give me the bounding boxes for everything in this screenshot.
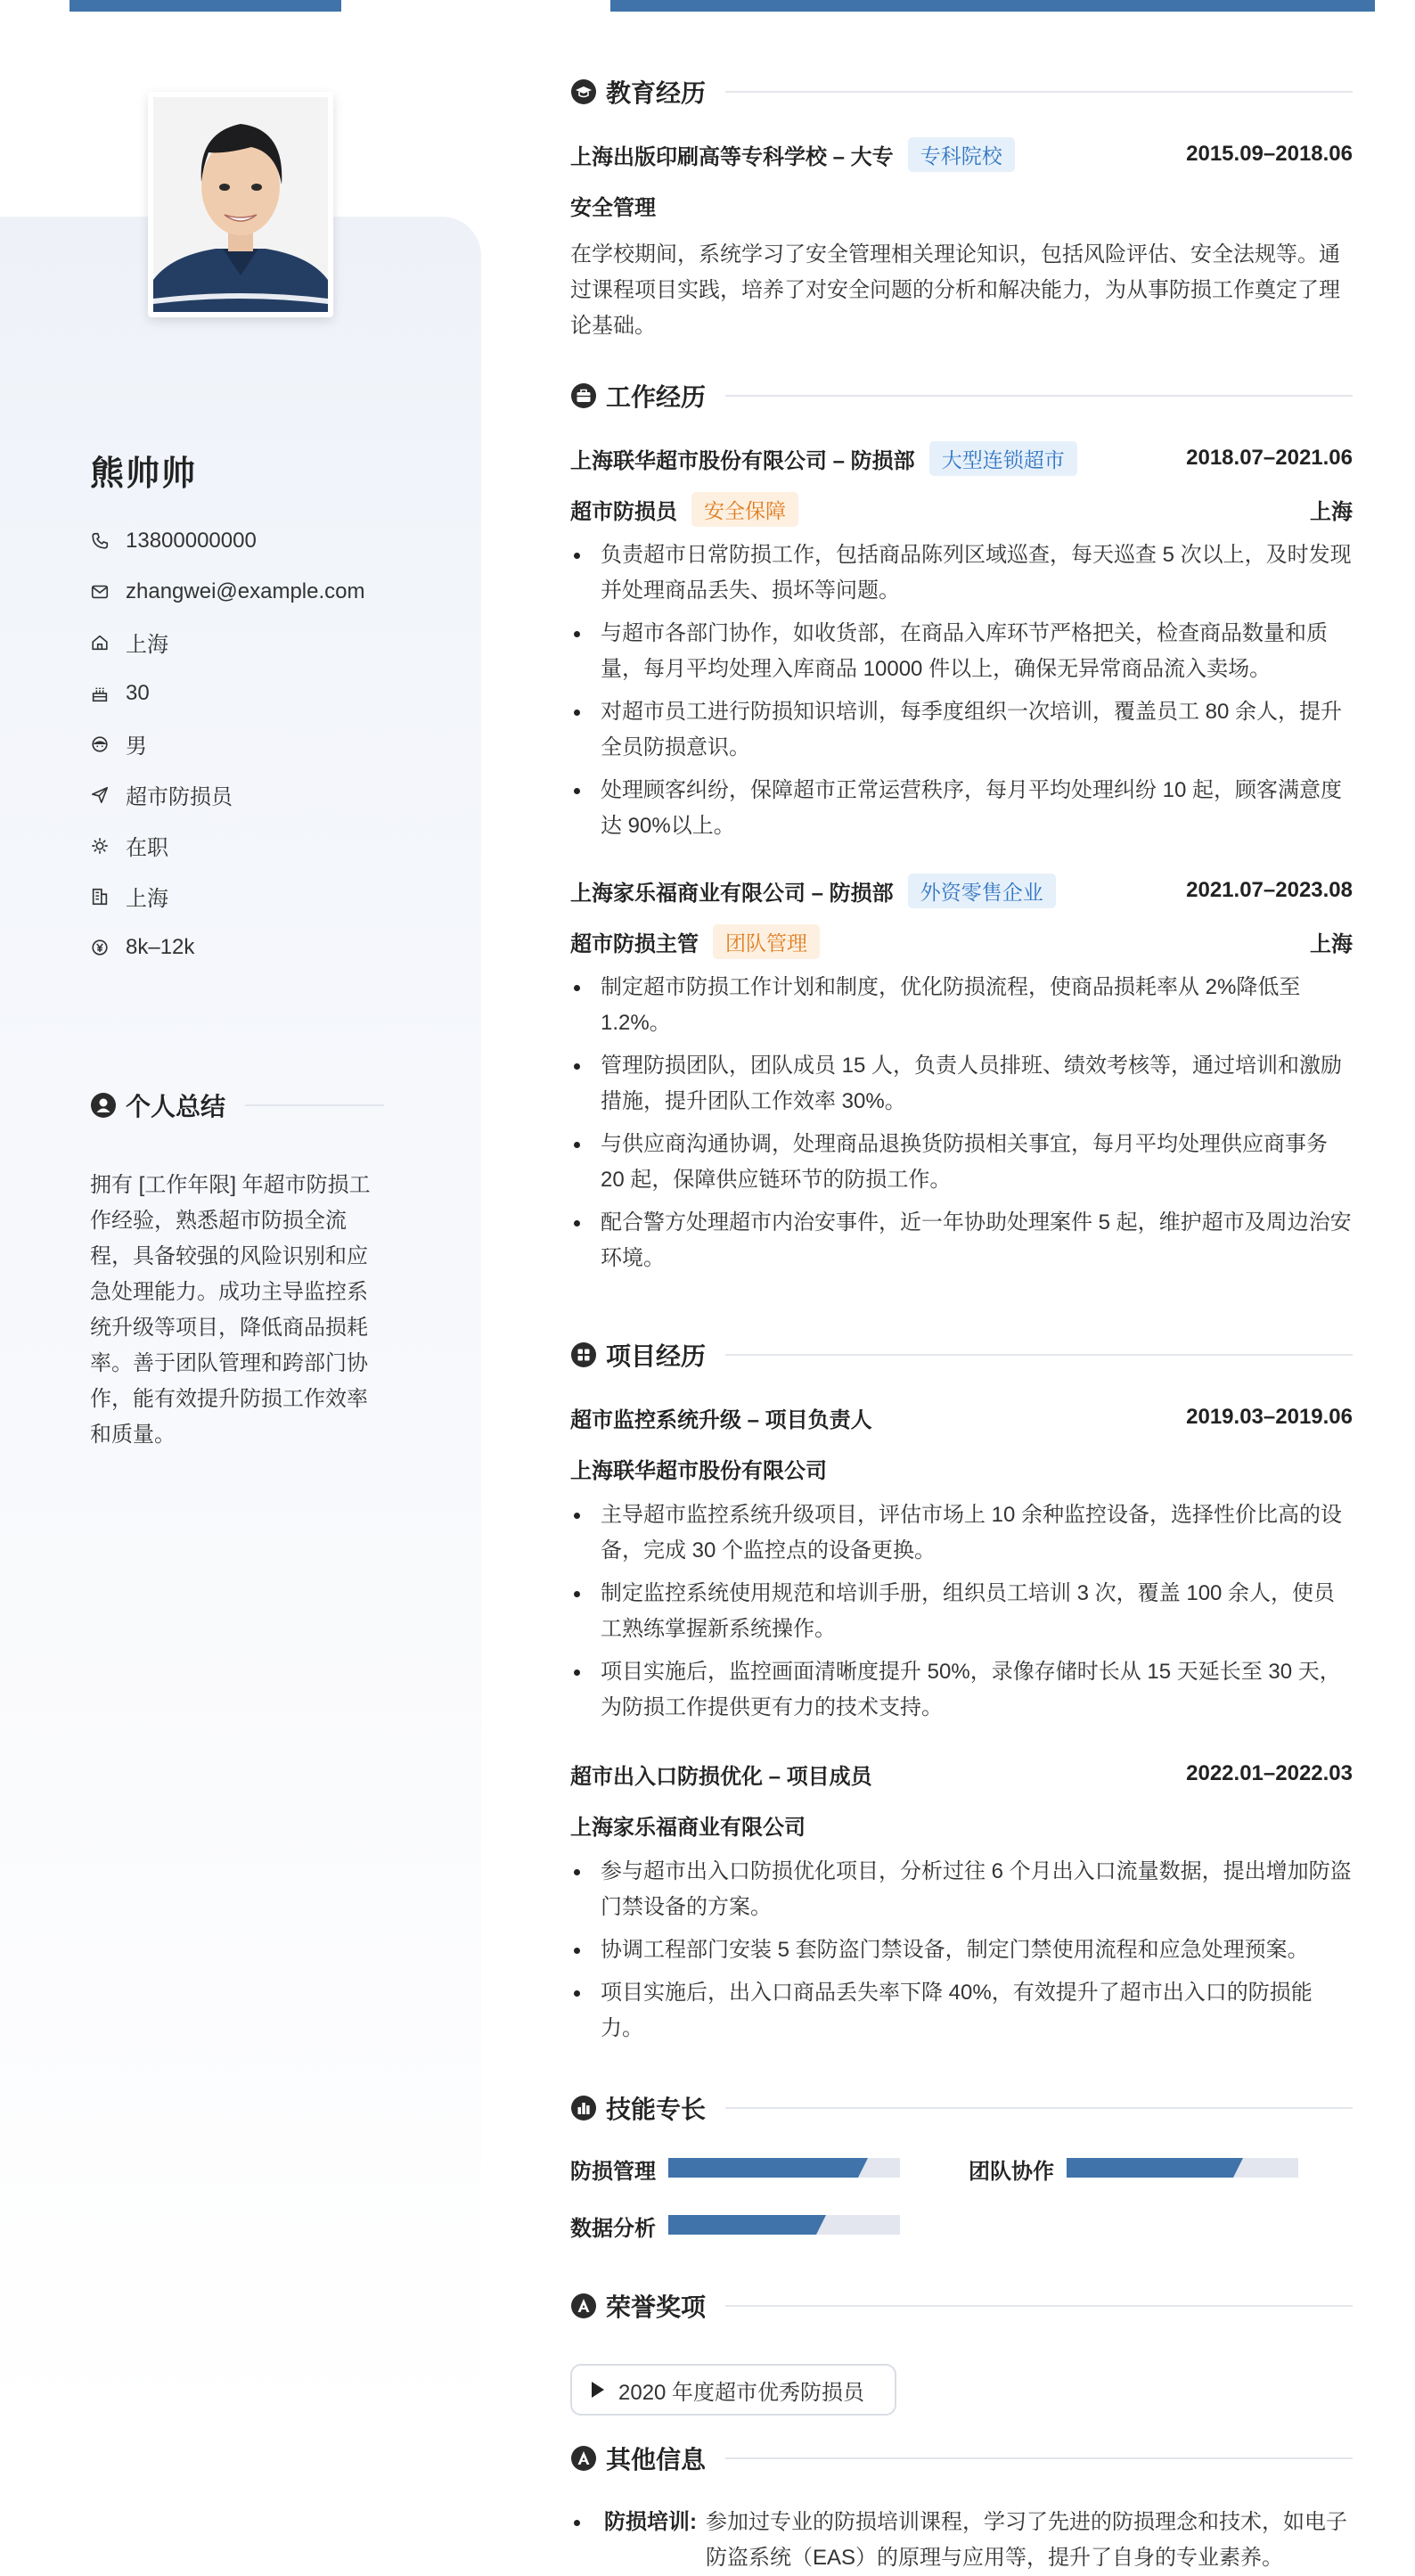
position-text: 超市防损员: [126, 785, 233, 809]
job-1-role-tag: 安全保障: [691, 492, 798, 527]
list-item: 处理顾客纠纷，保障超市正常运营秩序，每月平均处理纠纷 10 起，顾客满意度达 90%以上。: [570, 773, 1353, 844]
contact-location: [90, 617, 365, 668]
top-accent-bar-right: [610, 0, 1375, 12]
project-1-company: 上海联华超市股份有限公司: [570, 1458, 827, 1483]
user-icon: [90, 1092, 117, 1119]
job-2-header: [570, 871, 1353, 910]
education-major-row: [570, 185, 1353, 225]
skill-2-bar: [1067, 2158, 1298, 2178]
skills-title: 技能专长: [606, 2096, 707, 2123]
skill-3-fill: [668, 2215, 816, 2235]
graduation-cap-icon: [570, 78, 597, 105]
contact-phone: [90, 515, 365, 566]
education-section-header: [570, 74, 1353, 110]
list-item: 参与超市出入口防损优化项目，分析过往 6 个月出入口流量数据，提出增加防盗门禁设备的方案。: [570, 1854, 1353, 1925]
status-text: 在职: [126, 836, 168, 860]
list-item: 制定超市防损工作计划和制度，优化防损流程，使商品损耗率从 2%降低至 1.2%。: [570, 970, 1353, 1041]
summary-title: 个人总结: [126, 1093, 226, 1120]
gender-text: 男: [126, 734, 147, 759]
job-1-bullets: [570, 537, 1353, 851]
list-item: 与超市各部门协作，如收货部，在商品入库环节严格把关，检查商品数量和质量，每月平均处理入库商品 10000 件以上，确保无异常商品流入卖场。: [570, 616, 1353, 687]
awards-title: 荣誉奖项: [606, 2293, 707, 2321]
info-icon: [570, 2445, 597, 2472]
status-icon: [90, 836, 110, 856]
mail-icon: [90, 582, 110, 602]
awards-section-header: [570, 2288, 1353, 2324]
skill-3-bar: [668, 2215, 900, 2235]
list-item: 项目实施后，监控画面清晰度提升 50%，录像存储时长从 15 天延长至 30 天，为防损工作提供更有力的技术支持。: [570, 1654, 1353, 1726]
job-2-role-row: [570, 922, 1353, 961]
list-item: 协调工程部门安装 5 套防盗门禁设备，制定门禁使用流程和应急处理预案。: [570, 1932, 1353, 1968]
bar-chart-icon: [570, 2095, 597, 2121]
skills-divider: [725, 2107, 1353, 2109]
project-2-date: 2022.01–2022.03: [1186, 1761, 1353, 1785]
award-text: 2020 年度超市优秀防损员: [618, 2380, 865, 2405]
work-title: 工作经历: [606, 383, 707, 411]
list-item: 制定监控系统使用规范和培训手册，组织员工培训 3 次，覆盖 100 余人，使员工熟练掌握新系统操作。: [570, 1576, 1353, 1647]
home-icon: [90, 633, 110, 652]
job-1-company: 上海联华超市股份有限公司 – 防损部: [570, 448, 915, 473]
job-2-bullets: [570, 970, 1353, 1284]
gender-icon: [90, 734, 110, 754]
contact-age: [90, 668, 365, 718]
job-2-date: 2021.07–2023.08: [1186, 878, 1353, 902]
skill-1-label: 防损管理: [570, 2160, 656, 2184]
work-section-header: [570, 378, 1353, 414]
education-description: 在学校期间，系统学习了安全管理相关理论知识，包括风险评估、安全法规等。通过课程项目实践，培养了对安全问题的分析和解决能力，为从事防损工作奠定了理论基础。: [570, 242, 1340, 338]
target-city-text: 上海: [126, 887, 168, 911]
summary-divider: [245, 1104, 384, 1106]
job-2-city: 上海: [1310, 931, 1353, 956]
contact-status: [90, 820, 365, 871]
other-item-text: 参加过专业的防损培训课程，学习了先进的防损理念和技术，如电子防盗系统（EAS）的原理与应用等，提升了自身的专业素养。: [706, 2510, 1347, 2570]
bullet-dot: [574, 2520, 580, 2526]
project-1-name: 超市监控系统升级 – 项目负责人: [570, 1407, 872, 1432]
education-title: 教育经历: [606, 79, 707, 107]
other-divider: [725, 2457, 1353, 2459]
skill-1-fill: [668, 2158, 858, 2178]
list-item: 管理防损团队，团队成员 15 人，负责人员排班、绩效考核等，通过培训和激励措施，提升团队工作效率 30%。: [570, 1048, 1353, 1120]
yuan-icon: [90, 938, 110, 957]
building-icon: [90, 887, 110, 907]
project-2-name: 超市出入口防损优化 – 项目成员: [570, 1764, 872, 1789]
other-title: 其他信息: [606, 2446, 707, 2473]
skill-2-label: 团队协作: [969, 2160, 1054, 2184]
skill-1-bar: [668, 2158, 900, 2178]
project-1-company-row: [570, 1448, 1353, 1488]
salary-text: 8k–12k: [126, 934, 195, 959]
list-item: 主导超市监控系统升级项目，评估市场上 10 余种监控设备，选择性价比高的设备，完成 30 个监控点的设备更换。: [570, 1497, 1353, 1569]
award-icon: [570, 2293, 597, 2319]
play-icon: [592, 2382, 604, 2398]
education-major: 安全管理: [570, 195, 656, 220]
work-divider: [725, 395, 1353, 397]
contact-target-city: [90, 871, 365, 922]
job-2-company-tag: 外资零售企业: [908, 874, 1056, 908]
project-2-header: [570, 1754, 1353, 1793]
job-1-date: 2018.07–2021.06: [1186, 446, 1353, 470]
other-list: [570, 2505, 1353, 2576]
project-1-date: 2019.03–2019.06: [1186, 1405, 1353, 1429]
contact-salary: [90, 922, 365, 972]
skills-section-header: [570, 2090, 1353, 2126]
list-item: 配合警方处理超市内治安事件，近一年协助处理案件 5 起，维护超市及周边治安环境。: [570, 1205, 1353, 1276]
avatar-photo: [153, 97, 328, 312]
age-text: 30: [126, 680, 150, 705]
project-2-company-row: [570, 1805, 1353, 1844]
job-1-role: 超市防损员: [570, 499, 677, 524]
school-name: 上海出版印刷高等专科学校 – 大专: [570, 144, 894, 169]
send-icon: [90, 785, 110, 805]
education-entry-header: [570, 135, 1353, 174]
projects-section-header: [570, 1337, 1353, 1373]
job-1-header: [570, 439, 1353, 478]
education-date: 2015.09–2018.06: [1186, 142, 1353, 166]
other-item-label: 防损培训:: [604, 2510, 697, 2534]
email-text: zhangwei@example.com: [126, 578, 365, 603]
project-1-bullets: [570, 1497, 1353, 1733]
skill-3-label: 数据分析: [570, 2217, 656, 2241]
job-1-company-tag: 大型连锁超市: [929, 441, 1077, 476]
list-item: 项目实施后，出入口商品丢失率下降 40%，有效提升了超市出入口的防损能力。: [570, 1975, 1353, 2047]
contact-position: [90, 769, 365, 820]
summary-text: 拥有 [工作年限] 年超市防损工作经验，熟悉超市防损全流程，具备较强的风险识别和应急处理能力。成功主导监控系统升级等项目，降低商品损耗率。善于团队管理和跨部门协作，能有效提升防损工作效率和质量。: [90, 1173, 371, 1447]
job-1-city: 上海: [1310, 499, 1353, 524]
phone-text: 13800000000: [126, 528, 257, 553]
phone-icon: [90, 531, 110, 551]
list-item: 对超市员工进行防损知识培训，每季度组织一次培训，覆盖员工 80 余人，提升全员防损意识。: [570, 694, 1353, 766]
school-tag: 专科院校: [908, 137, 1015, 172]
list-item: 与供应商沟通协调，处理商品退换货防损相关事宜，每月平均处理供应商事务 20 起，保障供应链环节的防损工作。: [570, 1127, 1353, 1198]
skill-2-fill: [1067, 2158, 1233, 2178]
list-item: [570, 2505, 1353, 2576]
list-item: 负责超市日常防损工作，包括商品陈列区域巡查，每天巡查 5 次以上，及时发现并处理商品丢失、损坏等问题。: [570, 537, 1353, 609]
job-2-role: 超市防损主管: [570, 931, 699, 956]
candidate-name: 熊帅帅: [90, 455, 198, 493]
avatar: [148, 92, 333, 317]
cake-icon: [90, 684, 110, 703]
education-divider: [725, 91, 1353, 93]
projects-title: 项目经历: [606, 1342, 707, 1370]
summary-section-header: [90, 1087, 384, 1123]
location-text: 上海: [126, 633, 168, 657]
projects-divider: [725, 1354, 1353, 1356]
top-accent-bar-left: [70, 0, 341, 12]
project-2-bullets: [570, 1854, 1353, 2054]
job-1-role-row: [570, 489, 1353, 529]
other-section-header: [570, 2441, 1353, 2476]
awards-divider: [725, 2305, 1353, 2307]
contact-email: [90, 566, 365, 617]
award-item: [570, 2364, 896, 2416]
project-1-header: [570, 1398, 1353, 1437]
briefcase-icon: [570, 382, 597, 409]
job-2-company: 上海家乐福商业有限公司 – 防损部: [570, 881, 894, 906]
grid-icon: [570, 1341, 597, 1368]
project-2-company: 上海家乐福商业有限公司: [570, 1815, 806, 1840]
contact-list: [90, 515, 365, 972]
contact-gender: [90, 718, 365, 769]
job-2-role-tag: 团队管理: [713, 924, 820, 959]
